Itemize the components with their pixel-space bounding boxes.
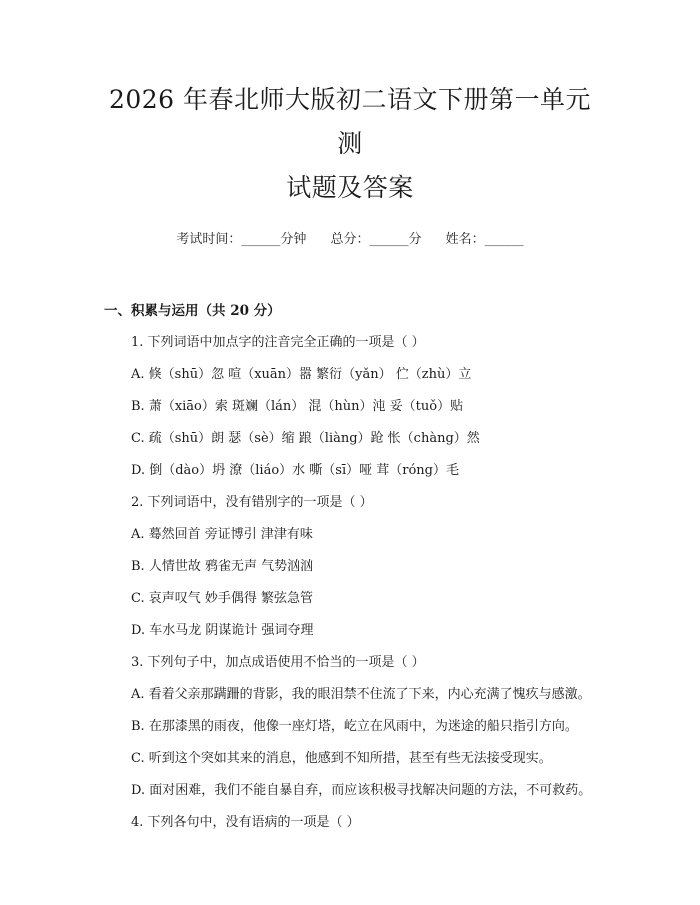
- exam-meta: [104, 228, 596, 247]
- question-3-stem: 3. 下列句子中，加点成语使用不恰当的一项是（ ）: [131, 655, 425, 670]
- question-1-option-c: C. 疏（shū）朗 瑟（sè）缩 踉（liàng）跄 怅（chàng）然: [131, 431, 480, 446]
- question-2-option-c: C. 哀声叹气 妙手偶得 繁弦急管: [131, 591, 314, 606]
- question-1-option-d: D. 倒（dào）坍 潦（liáo）水 嘶（sī）哑 茸（róng）毛: [131, 463, 459, 478]
- question-1-stem: 1. 下列词语中加点字的注音完全正确的一项是（ ）: [131, 335, 425, 350]
- question-3-option-c: C. 听到这个突如其来的消息，他感到不知所措，甚至有些无法接受现实。: [131, 751, 552, 766]
- question-2-option-b: B. 人情世故 鸦雀无声 气势汹汹: [131, 559, 314, 574]
- exam-time: 考试时间：______分钟: [176, 232, 307, 247]
- question-2-option-a: A. 蓦然回首 旁证博引 津津有味: [131, 527, 313, 542]
- question-3-option-d: D. 面对困难，我们不能自暴自弃，而应该积极寻找解决问题的方法，不可救药。: [131, 783, 592, 798]
- exam-score: 总分：______分: [330, 232, 422, 247]
- question-3-option-a: A. 看着父亲那蹒跚的背影，我的眼泪禁不住流了下来，内心充满了愧疚与感激。: [131, 687, 591, 702]
- question-1-option-a: A. 倏（shū）忽 喧（xuān）嚣 繁衍（yǎn） 伫（zhù）立: [131, 367, 472, 382]
- document-title: [104, 0, 596, 210]
- question-3-option-b: B. 在那漆黑的雨夜，他像一座灯塔，屹立在风雨中，为迷途的船只指引方向。: [131, 719, 578, 734]
- exam-name: 姓名：______: [445, 232, 524, 247]
- question-1-option-b: B. 萧（xiāo）索 斑斓（lán） 混（hùn）沌 妥（tuǒ）贴: [131, 399, 464, 414]
- title-line-1: 2026 年春北师大版初二语文下册第一单元测: [108, 85, 592, 158]
- title-line-2: 试题及答案: [286, 173, 414, 202]
- section-heading: 一、积累与运用（共 20 分）: [104, 303, 281, 319]
- question-2-option-d: D. 车水马龙 阴谋诡计 强词夺理: [131, 623, 314, 638]
- question-4-stem: 4. 下列各句中，没有语病的一项是（ ）: [131, 815, 360, 830]
- question-2-stem: 2. 下列词语中，没有错别字的一项是（ ）: [131, 495, 373, 510]
